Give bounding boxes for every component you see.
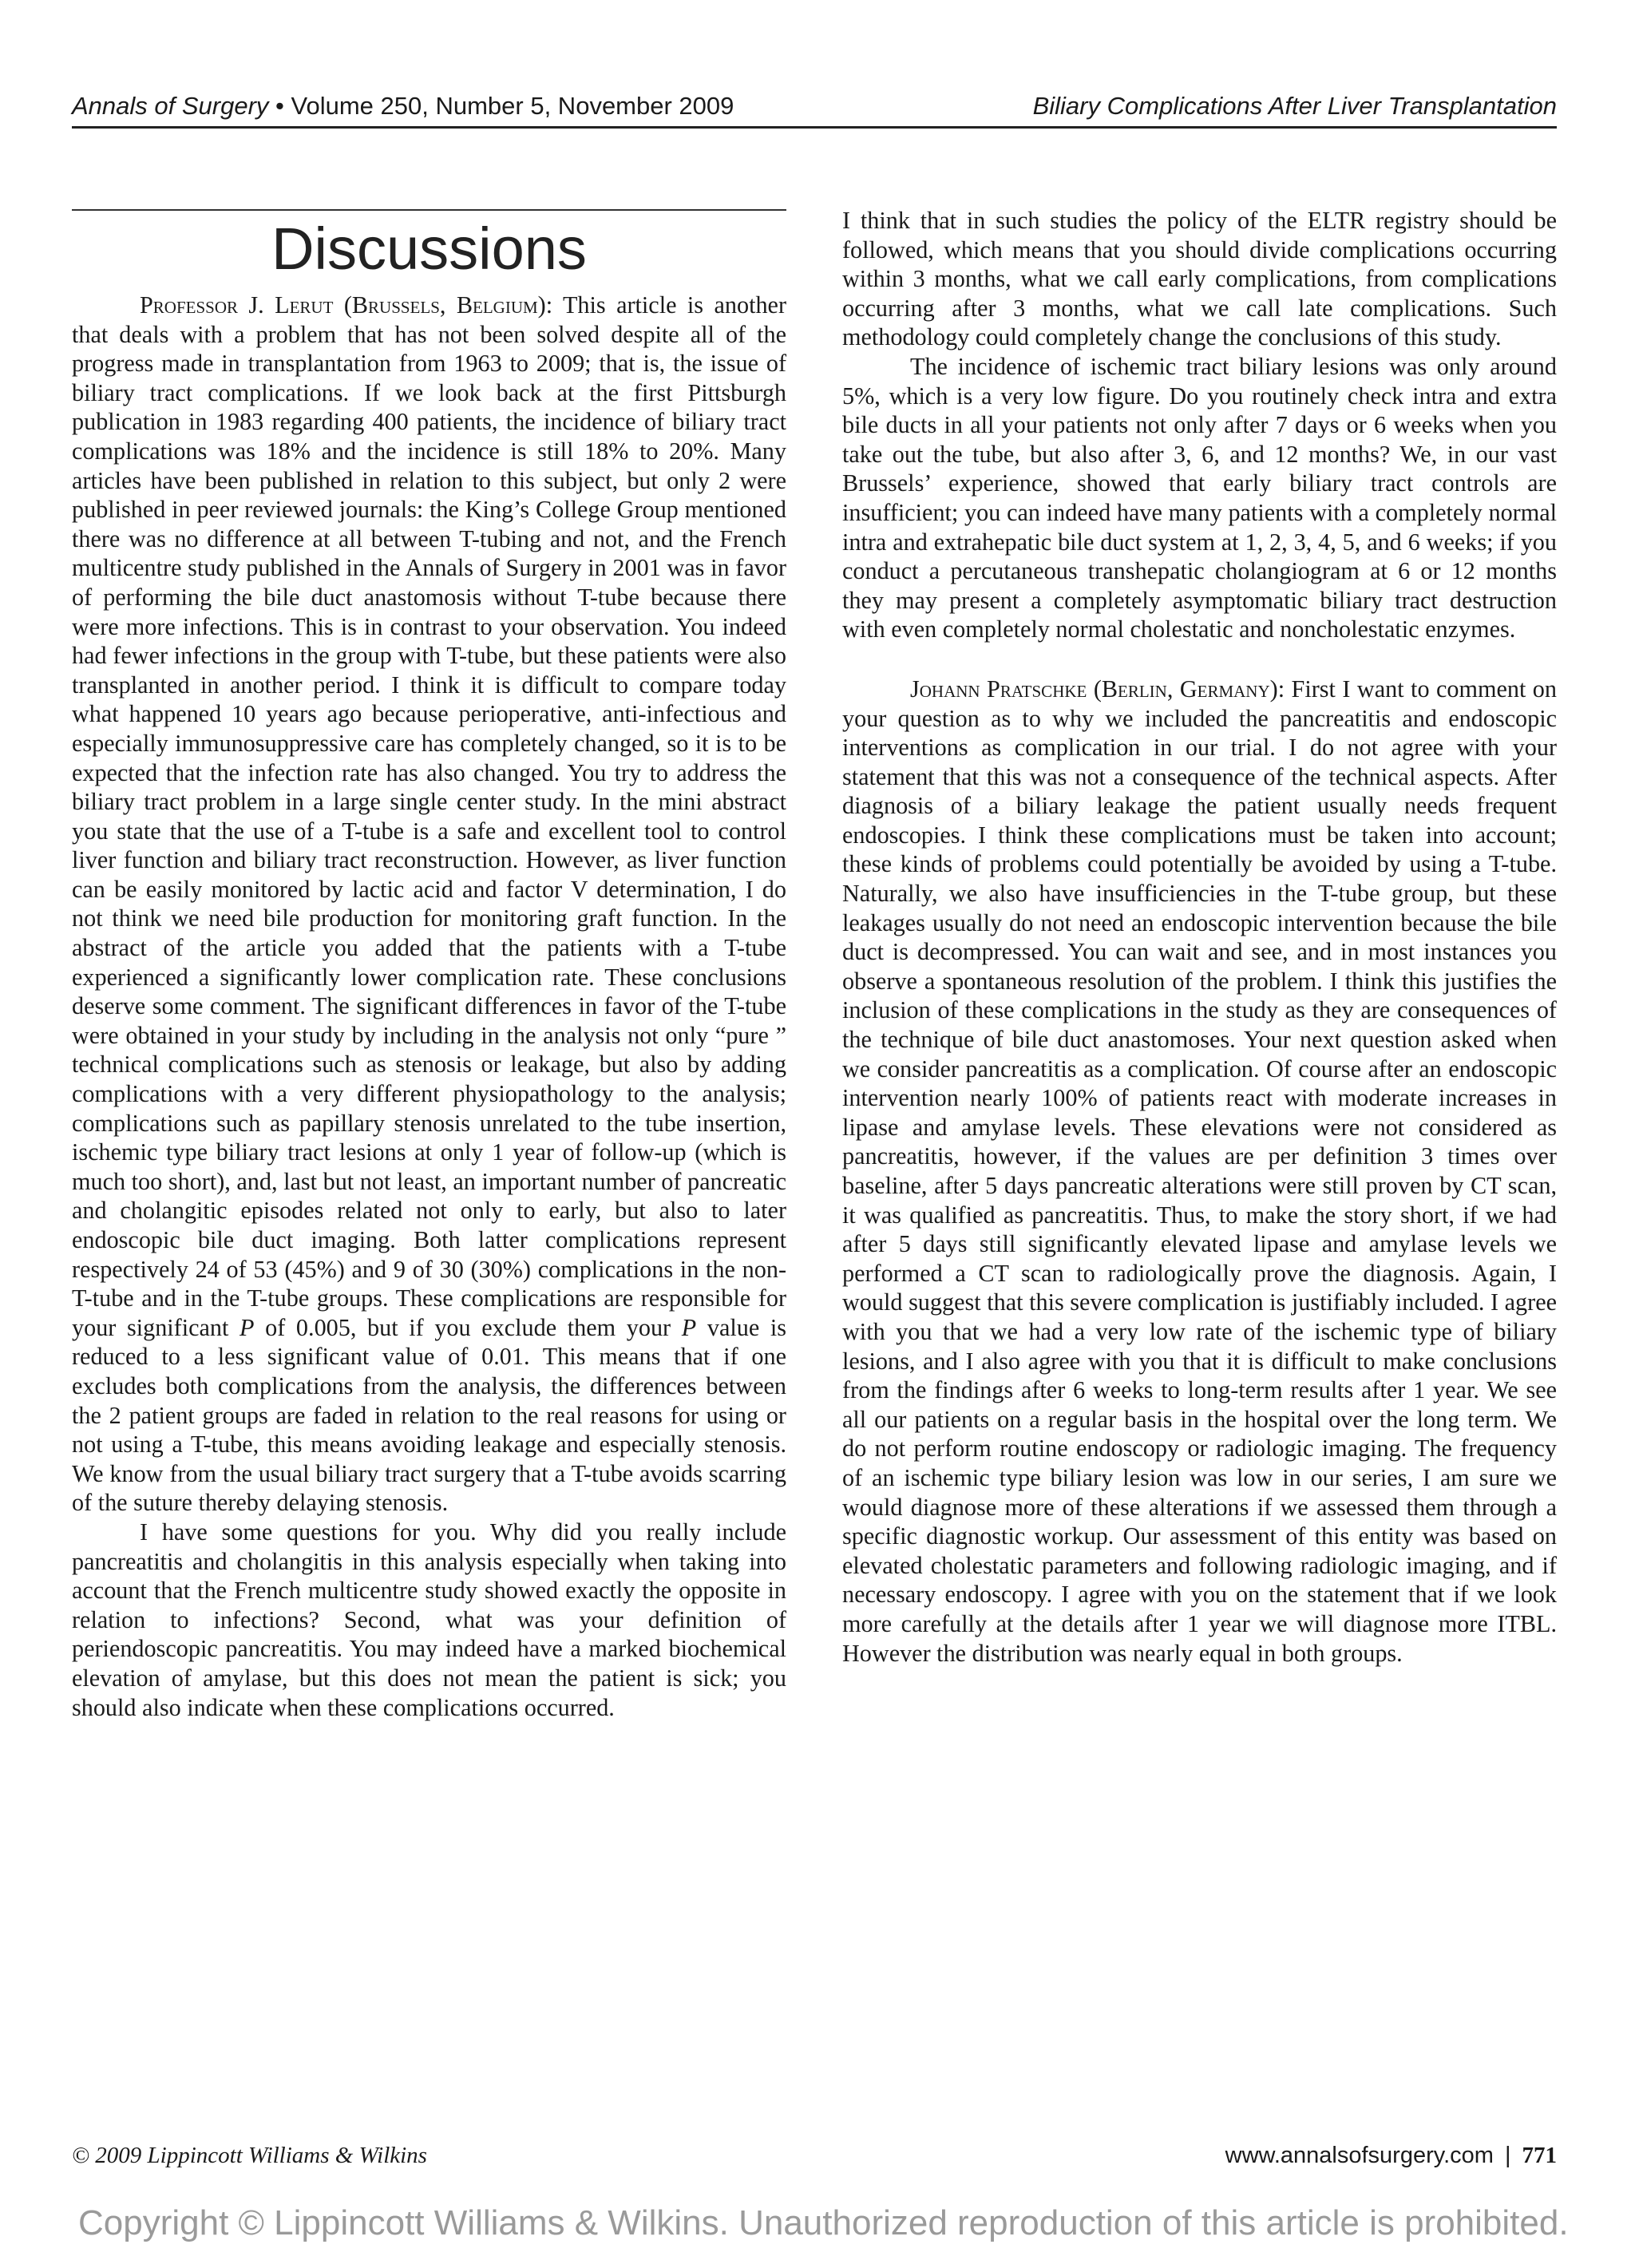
paragraph-text: value is reduced to a less significant value of 0.01. This means that if one excludes both complications from the analysis, the differences between the 2 patient groups are faded in relation to the real reasons for using or not using a T-tube, this means avoiding leakage and especially stenosis. We know from the usual biliary tract surgery that a T-tube avoids scarring of the suture thereby delaying stenosis. <box>72 1313 786 1517</box>
paragraph-text: of 0.005, but if you exclude them your <box>254 1313 682 1341</box>
journal-issue: Volume 250, Number 5, November 2009 <box>291 92 734 120</box>
copyright-watermark: Copyright © Lippincott Williams & Wilkins. Unauthorized reproduction of this article is prohibited. <box>78 2203 1569 2242</box>
lerut-questions-paragraph: I have some questions for you. Why did you really include pancreatitis and cholangitis in this analysis especially when taking into account that the French multicentre study showed exactly the opposite in relation to infections? Second, what was your definition of periendoscopic pancreatitis. You may indeed have a marked biochemical elevation of amylase, but this does not mean the patient is sick; you should also indicate when these complications occurred. <box>72 1518 786 1721</box>
website-link[interactable]: www.annalsofsurgery.com <box>1225 2143 1494 2168</box>
section-rule <box>72 209 786 211</box>
paragraph-text: : This article is another that deals with a problem that has not been solved despite all of the progress made in transplantation from 1963 to 2009; that is, the issue of biliary tract complications. If we look back at the first Pittsburgh publication in 1983 regarding 400 patients, the incidence of biliary tract complications was 18% and the incidence is still 18% to 20%. Many articles have been published in relation to this subject, but only 2 were published in peer reviewed journals: the King’s College Group mentioned there was no difference at all between T-tubing and not, and the French multicentre study published in the Annals of Surgery in 2001 was in favor of performing the bile duct anastomosis without T-tube because there were more infections. This is in contrast to your observation. You indeed had fewer infections in the group with T-tube, but these patients were also transplanted in another period. I think it is difficult to compare today what happened 10 years ago because perioperative, anti-infectious and especially immunosuppressive care has completely changed, so it is to be expected that the infection rate has also changed. You try to address the biliary tract problem in a large single center study. In the mini abstract you state that the use of a T-tube is a safe and excellent tool to control liver function and biliary tract reconstruction. However, as liver function can be easily monitored by lactic acid and factor V determination, I do not think we need bile production for monitoring graft function. In the abstract of the article you added that the patients with a T-tube experienced a significantly lower complication rate. These conclusions deserve some comment. The significant differences in favor of the T-tube were obtained in your study by including in the analysis not only “pure ” technical complications such as stenosis or leakage, but also by adding complications with a very different physiopathology to the analysis; complications such as papillary stenosis unrelated to the tube insertion, ischemic type biliary tract lesions at only 1 year of follow-up (which is much too short), and, last but not least, an important number of pancreatic and cholangitic episodes related not only to early, but also to later endoscopic bile duct imaging. Both latter complications represent respectively 24 of 53 (45%) and 9 of 30 (30%) complications in the non-T-tube and in the T-tube groups. These complications are responsible for your significant <box>72 291 787 1341</box>
page-footer <box>72 2139 1557 2171</box>
running-title: Biliary Complications After Liver Transplantation <box>1032 92 1557 120</box>
footer-separator: | <box>1504 2143 1511 2168</box>
running-header <box>72 86 1557 129</box>
right-column <box>842 206 1557 1668</box>
ischemic-lesions-paragraph: The incidence of ischemic tract biliary lesions was only around 5%, which is a very low figure. Do you routinely check intra and extra bile ducts in all your patients not only after 7 days or 6 weeks when you take out the tube, but also after 3, 6, and 12 months? We, in our vast Brussels’ experience, showed that early biliary tract controls are insufficient; you can indeed have many patients with a completely normal intra and extrahepatic bile duct system at 1, 2, 3, 4, 5, and 6 weeks; if you conduct a percutaneous transhepatic cholangiogram at 6 or 12 months they may present a completely asymptomatic biliary tract destruction with even completely normal cholestatic and noncholestatic enzymes. <box>842 352 1557 643</box>
paragraph-text: : First I want to comment on your question as to why we included the pancreatitis and endoscopic interventions as complication in our trial. I do not agree with your statement that this was not a consequence of the technical aspects. After diagnosis of a biliary leakage the patient usually needs frequent endoscopies. I think these complications must be taken into account; these kinds of problems could potentially be avoided by using a T-tube. Naturally, we also have insufficiencies in the T-tube group, but these leakages usually do not need an endoscopic intervention because the bile duct is decompressed. You can wait and see, and in most instances you observe a spontaneous resolution of the problem. I think this justifies the inclusion of these complications in the study as they are consequences of the technique of bile duct anastomoses. Your next question asked when we consider pancreatitis as a complication. Of course after an endoscopic intervention nearly 100% of patients react with moderate increases in lipase and amylase levels. These elevations were not considered as pancreatitis, however, if the values are per definition 3 times over baseline, after 5 days pancreatic alterations were still proven by CT scan, it was qualified as pancreatitis. Thus, to make the story short, if we had after 5 days still significantly elevated lipase and amylase levels we performed a CT scan to radiologically prove the diagnosis. Again, I would suggest that this severe complication is justifiably included. I agree with you that we had a very low rate of the ischemic type of biliary lesions, and I also agree with you that it is difficult to make conclusions from the findings after 6 weeks to long-term results after 1 year. We see all our patients on a regular basis in the hospital over the long term. We do not perform routine endoscopy or radiologic imaging. The frequency of an ischemic type biliary lesion was low in our series, I am sure we would diagnose more of these alterations if we assessed them through a specific diagnostic workup. Our assessment of this entity was based on elevated cholestatic parameters and following radiologic imaging, and if necessary endoscopy. I agree with you on the statement that if we look more carefully at the details after 1 year we will diagnose more ITBL. However the distribution was nearly equal in both groups. <box>842 675 1557 1667</box>
footer-right <box>1225 2139 1557 2171</box>
journal-citation: Annals of Surgery • Volume 250, Number 5, November 2009 <box>72 92 734 120</box>
p-symbol: P <box>681 1313 697 1341</box>
p-symbol: P <box>240 1313 255 1341</box>
section-title: Discussions <box>271 216 587 282</box>
journal-name: Annals of Surgery <box>72 92 269 120</box>
speaker-pratschke: Johann Pratschke (Berlin, Germany) <box>910 675 1278 703</box>
speaker-lerut: Professor J. Lerut (Brussels, Belgium) <box>140 291 546 319</box>
copyright-notice: © 2009 Lippincott Williams & Wilkins <box>72 2143 427 2168</box>
left-column <box>72 209 786 1722</box>
page-number: 771 <box>1522 2143 1557 2168</box>
pratschke-paragraph <box>842 675 1557 1668</box>
continued-paragraph: I think that in such studies the policy of the ELTR registry should be followed, which means that you should divide complications occurring within 3 months, what we call early complications, from complications occurring after 3 months, what we call late complications. Such methodology could completely change the conclusions of this study. <box>842 207 1557 351</box>
lerut-paragraph <box>72 291 786 1518</box>
